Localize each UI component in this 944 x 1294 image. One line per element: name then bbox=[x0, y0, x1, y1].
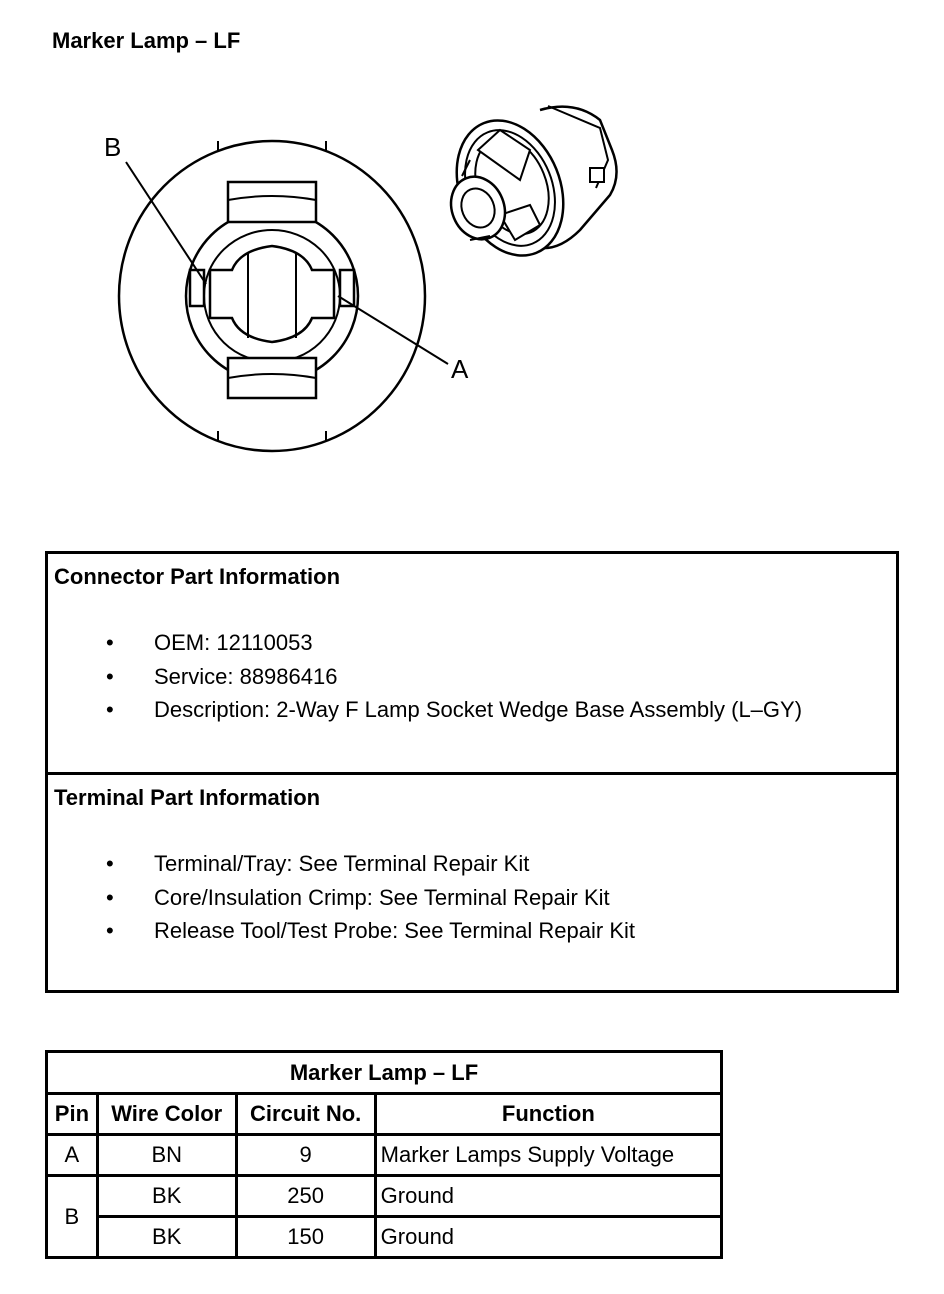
table-row bbox=[47, 1176, 722, 1217]
terminal-info-tray: Terminal/Tray: See Terminal Repair Kit bbox=[154, 851, 530, 876]
terminal-part-information bbox=[48, 775, 896, 990]
function-cell: Ground bbox=[375, 1176, 721, 1217]
circuit-cell: 250 bbox=[236, 1176, 375, 1217]
table-row bbox=[47, 1135, 722, 1176]
bullet-icon: • bbox=[106, 630, 114, 655]
function-cell: Marker Lamps Supply Voltage bbox=[375, 1135, 721, 1176]
wire-color-cell: BK bbox=[97, 1217, 236, 1258]
bottom-tab bbox=[228, 358, 316, 398]
bullet-icon: • bbox=[106, 697, 114, 722]
page-title: Marker Lamp – LF bbox=[52, 28, 241, 53]
part-information-box bbox=[45, 551, 899, 993]
center-opening bbox=[210, 246, 334, 342]
pin-cell: A bbox=[47, 1135, 98, 1176]
column-header-pin: Pin bbox=[47, 1094, 98, 1135]
column-header-function: Function bbox=[375, 1094, 721, 1135]
bullet-icon: • bbox=[106, 918, 114, 943]
table-row bbox=[47, 1217, 722, 1258]
terminal-b-slot bbox=[190, 270, 204, 306]
leader-line-a bbox=[338, 296, 448, 364]
connector-info-service: Service: 88986416 bbox=[154, 663, 338, 689]
connector-illustration bbox=[0, 80, 944, 480]
bullet-icon: • bbox=[106, 884, 114, 910]
function-cell: Ground bbox=[375, 1217, 721, 1258]
connector-info-oem: OEM: 12110053 bbox=[154, 630, 313, 655]
terminal-info-release-tool: Release Tool/Test Probe: See Terminal Repair Kit bbox=[154, 918, 635, 943]
connector-info-heading: Connector Part Information bbox=[54, 564, 341, 589]
callout-b: B bbox=[104, 132, 122, 162]
pin-out-table bbox=[45, 1050, 723, 1259]
column-header-wire-color: Wire Color bbox=[97, 1094, 236, 1135]
bullet-icon: • bbox=[106, 851, 114, 876]
top-tab bbox=[228, 182, 316, 222]
callout-a: A bbox=[451, 354, 469, 384]
connector-part-information bbox=[48, 554, 896, 775]
circuit-cell: 150 bbox=[236, 1217, 375, 1258]
terminal-info-heading: Terminal Part Information bbox=[54, 785, 321, 810]
circuit-cell: 9 bbox=[236, 1135, 375, 1176]
connector-info-description: Description: 2-Way F Lamp Socket Wedge Base Assembly (L–GY) bbox=[154, 697, 803, 722]
terminal-info-crimp: Core/Insulation Crimp: See Terminal Repair Kit bbox=[154, 884, 610, 910]
lamp-socket-view bbox=[437, 104, 616, 271]
wire-color-cell: BK bbox=[97, 1176, 236, 1217]
pin-cell: B bbox=[47, 1176, 98, 1258]
pin-table-title: Marker Lamp – LF bbox=[47, 1052, 722, 1094]
column-header-circuit-no: Circuit No. bbox=[236, 1094, 375, 1135]
wire-color-cell: BN bbox=[97, 1135, 236, 1176]
bullet-icon: • bbox=[106, 663, 114, 689]
